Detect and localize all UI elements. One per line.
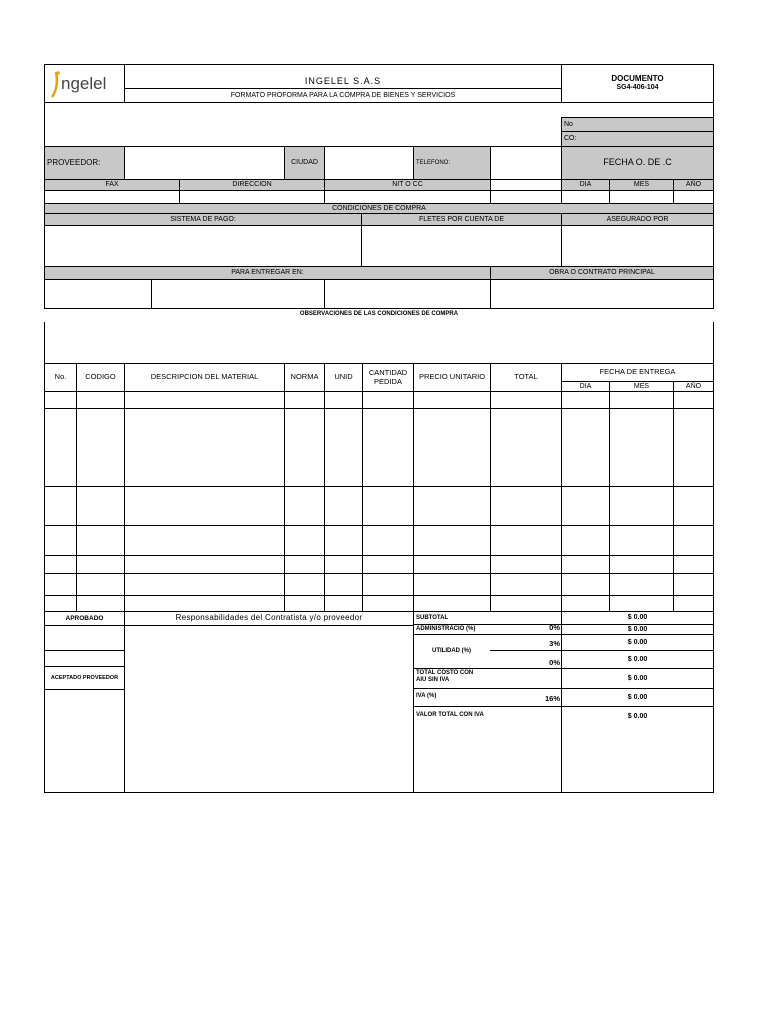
col-fecha-entrega-header: FECHA DE ENTREGA (561, 363, 714, 382)
company-name: INGELEL S.A.S (124, 64, 562, 89)
aceptado-label: ACEPTADO PROVEEDOR (44, 666, 125, 690)
table-row[interactable] (44, 595, 714, 596)
proveedor-label: PROVEEDOR: (44, 146, 125, 180)
table-row[interactable] (44, 408, 714, 409)
valor-total-value: $ 0.00 (561, 706, 714, 793)
condiciones-title: CONDICIONES DE COMPRA (44, 203, 714, 214)
form-subtitle: FORMATO PROFORMA PARA LA COMPRA DE BIENES Y SERVICIOS (124, 88, 562, 103)
fletes-field[interactable] (361, 225, 562, 267)
col-precio-header: PRECIO UNITARIO (413, 363, 491, 392)
entregar-field-1[interactable] (44, 279, 152, 309)
col-codigo-header: CODIGO (76, 363, 125, 392)
util-pct-2: 0% (549, 658, 560, 667)
col-line (413, 391, 414, 612)
telefono-label: TELEFONO: (413, 146, 491, 180)
mes-label: MES (609, 179, 674, 191)
obra-field[interactable] (490, 279, 714, 309)
aprobado-label: APROBADO (44, 611, 125, 626)
col-total-header: TOTAL (490, 363, 562, 392)
entregar-label: PARA ENTREGAR EN: (44, 266, 491, 280)
utilidad-label: UTILIDAD (%) (413, 634, 562, 669)
valor-total-label: VALOR TOTAL CON IVA (413, 706, 562, 793)
admin-label: ADMINISTRACIO (%) (413, 624, 562, 635)
obs-right-border (713, 322, 714, 364)
aprobado-field-2[interactable] (44, 650, 125, 667)
subtotal-label: SUBTOTAL (413, 611, 562, 625)
admin-value: $ 0.00 (561, 624, 714, 635)
col-line (673, 391, 674, 612)
doc-code: SG4-406-104 (616, 84, 659, 92)
aprobado-field-1[interactable] (44, 625, 125, 651)
table-row[interactable] (44, 573, 714, 574)
col-line (490, 391, 491, 612)
ciudad-label: CIUDAD (284, 146, 325, 180)
doc-label: DOCUMENTO (611, 74, 664, 84)
util-pct-1: 3% (549, 639, 560, 648)
sistema-pago-field[interactable] (44, 225, 362, 267)
table-row[interactable] (44, 486, 714, 487)
responsabilidades-field[interactable] (124, 625, 414, 793)
admin-pct: 0% (549, 623, 560, 632)
proveedor-field[interactable] (124, 146, 285, 180)
total-costo-label: TOTAL COSTO CON AIU SIN IVA (413, 668, 562, 689)
iva-label: IVA (%) (413, 688, 562, 707)
nit-field-2[interactable] (490, 190, 562, 204)
col-line (362, 391, 363, 612)
observaciones-label: OBSERVACIONES DE LAS CONDICIONES DE COMPRA (299, 311, 459, 317)
asegurado-label: ASEGURADO POR (561, 213, 714, 226)
col-line (124, 391, 125, 612)
table-row[interactable] (44, 525, 714, 526)
ano-field[interactable] (673, 190, 714, 204)
fax-field[interactable] (44, 190, 180, 204)
nit-label: NIT O CC (324, 179, 491, 191)
ciudad-field[interactable] (324, 146, 414, 180)
logo-box (44, 64, 125, 103)
util-divider (490, 650, 562, 651)
fletes-label: FLETES POR CUENTA DE (361, 213, 562, 226)
obra-label: OBRA O CONTRATO PRINCIPAL (490, 266, 714, 280)
logo-text: ngelel (60, 73, 106, 93)
util-value-2: $ 0.00 (561, 650, 714, 669)
total-costo-value: $ 0.00 (561, 668, 714, 689)
sistema-pago-label: SISTEMA DE PAGO: (44, 213, 362, 226)
col-line (284, 391, 285, 612)
subtotal-value: $ 0.00 (561, 611, 714, 625)
direccion-label: DIRECCION (179, 179, 325, 191)
col-line (561, 391, 562, 612)
entregar-field-3[interactable] (324, 279, 491, 309)
observaciones-field[interactable] (45, 322, 713, 363)
col-dia-header: DIA (561, 381, 610, 392)
mes-field[interactable] (609, 190, 674, 204)
col-line (609, 391, 610, 612)
util-value-1: $ 0.00 (561, 634, 714, 651)
col-mes-header: MES (609, 381, 674, 392)
col-ano-header: AÑO (673, 381, 714, 392)
fax-label: FAX (44, 179, 180, 191)
table-row[interactable] (44, 555, 714, 556)
col-line (76, 391, 77, 612)
dia-label: DIA (561, 179, 610, 191)
asegurado-field[interactable] (561, 225, 714, 267)
iva-value: $ 0.00 (561, 688, 714, 707)
col-unid-header: UNID (324, 363, 363, 392)
items-table (44, 363, 714, 612)
col-descripcion-header: DESCRIPCION DEL MATERIAL (124, 363, 285, 392)
nit-field[interactable] (324, 190, 491, 204)
iva-pct: 16% (544, 694, 560, 703)
ano-label: AÑO (673, 179, 714, 191)
col-line (324, 391, 325, 612)
responsabilidades-label: Responsabilidades del Contratista y/o proveedor (124, 611, 414, 626)
col-no-header: No. (44, 363, 77, 392)
co-label: CO: (561, 131, 714, 147)
aceptado-field[interactable] (44, 689, 125, 793)
dia-field[interactable] (561, 190, 610, 204)
col-cantidad-header: CANTIDAD PEDIDA (362, 363, 414, 392)
telefono-field[interactable] (490, 146, 562, 180)
doc-box (561, 64, 714, 103)
direccion-field[interactable] (179, 190, 325, 204)
fecha-oc-label: FECHA O. DE .C (561, 146, 714, 180)
col-norma-header: NORMA (284, 363, 325, 392)
no-label: No (561, 117, 714, 132)
entregar-field-2[interactable] (151, 279, 325, 309)
ingelel-logo (47, 67, 123, 101)
